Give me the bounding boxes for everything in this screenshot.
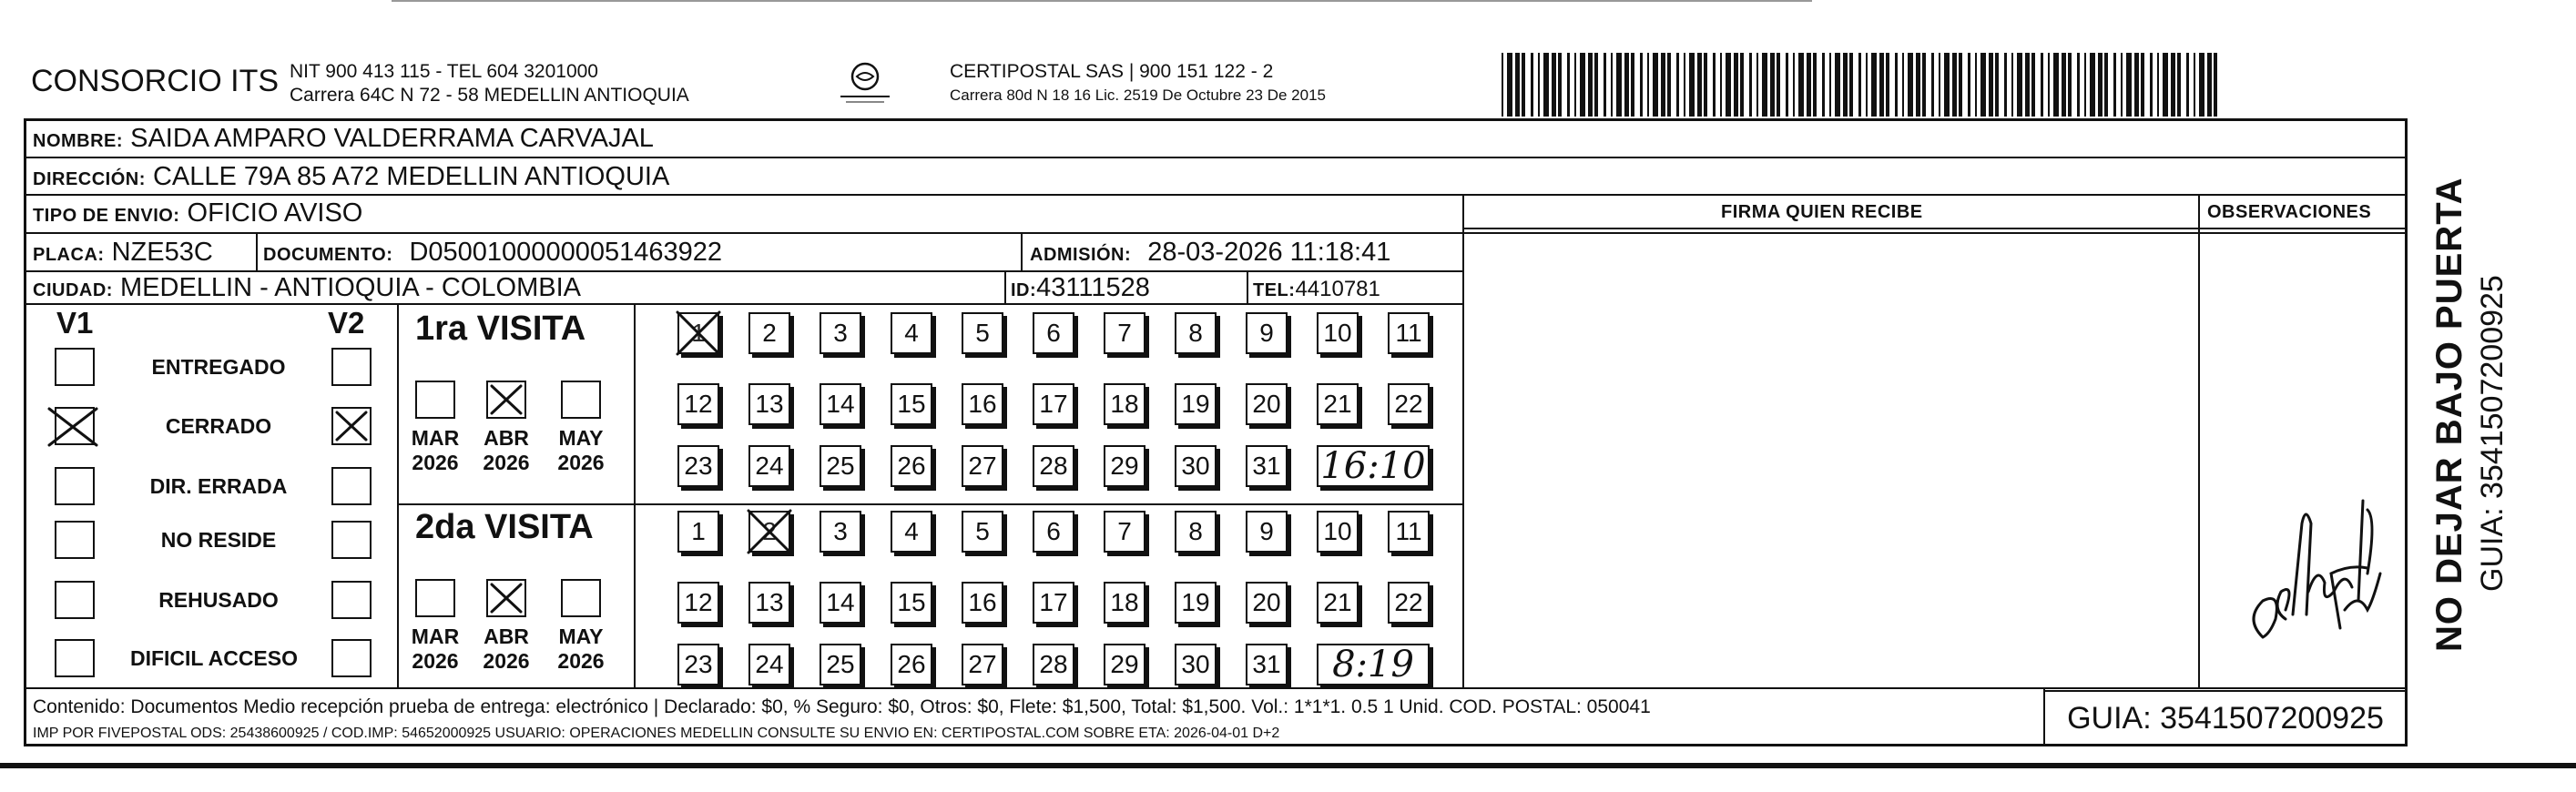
day-box[interactable]: 12: [677, 383, 719, 425]
month-year: 2026: [412, 649, 459, 673]
barcode-bar: [1713, 53, 1716, 117]
month-name: ABR: [484, 426, 529, 450]
month-checkbox[interactable]: [486, 579, 526, 617]
v2-header: V2: [328, 306, 365, 340]
barcode-bar: [1667, 53, 1671, 117]
v2-checkbox[interactable]: [331, 581, 372, 619]
day-box[interactable]: 1: [677, 511, 719, 553]
barcode-bar: [1720, 53, 1722, 117]
tipo-row: [33, 198, 362, 228]
rule: [2198, 194, 2200, 687]
month-name: MAR: [411, 624, 460, 648]
rule: [24, 232, 2408, 234]
month-name: MAY: [558, 426, 604, 450]
day-box[interactable]: 7: [1104, 511, 1145, 553]
barcode-bar: [2150, 53, 2153, 117]
direccion-row: [33, 162, 669, 192]
barcode-bar: [1822, 53, 1825, 117]
tel-row: [1253, 273, 1380, 303]
day-box[interactable]: 26: [891, 644, 932, 685]
barcode-bar: [1902, 53, 1904, 117]
day-box[interactable]: 30: [1175, 445, 1217, 487]
barcode-bar: [1653, 53, 1658, 117]
day-box[interactable]: 9: [1246, 312, 1288, 354]
barcode-bar: [1543, 53, 1549, 117]
barcode-bar: [1871, 53, 1877, 117]
day-box[interactable]: 17: [1033, 383, 1074, 425]
day-box[interactable]: 3: [820, 511, 861, 553]
barcode-bar: [1777, 53, 1780, 117]
barcode-bar: [2207, 53, 2212, 117]
status-label: NO RESIDE: [160, 528, 277, 552]
month-label: [406, 426, 464, 475]
month-checkbox[interactable]: [415, 579, 455, 617]
rule: [24, 157, 2408, 158]
day-box[interactable]: 19: [1175, 582, 1217, 624]
day-box[interactable]: 22: [1388, 383, 1430, 425]
barcode-bar: [1588, 53, 1593, 117]
barcode-bar: [2090, 53, 2095, 117]
month-label: [552, 426, 610, 475]
day-box[interactable]: 4: [891, 312, 932, 354]
day-box[interactable]: 23: [677, 445, 719, 487]
day-box[interactable]: 17: [1033, 582, 1074, 624]
barcode-bar: [1939, 53, 1940, 117]
footer-contents: Contenido: Documentos Medio recepción prueba de entrega: electrónico | Declarado: $0, % Seguro: $0, Otros: $0, Flete: $1,500, Total: $1,500. Vol.: 1*1*1. 0.5 1 Unid. COD. POSTAL: 050041: [33, 696, 1651, 717]
tipo-label: TIPO DE ENVIO:: [33, 206, 180, 226]
v2-checkbox[interactable]: [331, 348, 372, 386]
bottom-bar: [0, 763, 2576, 768]
barcode-bar: [2104, 53, 2108, 117]
month-label: [406, 624, 464, 674]
footer-guia: GUIA: 3541507200925: [2043, 690, 2408, 746]
barcode-bar: [2121, 53, 2123, 117]
rule: [1462, 194, 1464, 687]
month-year: 2026: [483, 649, 530, 673]
barcode-bar: [2011, 53, 2013, 117]
v2-checkbox[interactable]: [331, 521, 372, 559]
barcode-bar: [1989, 53, 1993, 117]
day-box[interactable]: 20: [1246, 383, 1288, 425]
barcode-bar: [1866, 53, 1868, 117]
day-box[interactable]: 22: [1388, 582, 1430, 624]
nombre-value: SAIDA AMPARO VALDERRAMA CARVAJAL: [130, 124, 654, 153]
rule: [397, 303, 399, 687]
day-box[interactable]: 7: [1104, 312, 1145, 354]
day-box[interactable]: 10: [1317, 511, 1359, 553]
visit-title: 1ra VISITA: [415, 310, 586, 348]
day-box[interactable]: 11: [1388, 511, 1430, 553]
day-box[interactable]: 6: [1033, 312, 1074, 354]
day-box[interactable]: 2: [748, 312, 790, 354]
barcode-bar: [1916, 53, 1920, 117]
day-box[interactable]: 21: [1317, 383, 1359, 425]
barcode-bar: [2053, 53, 2059, 117]
barcode-bar: [1616, 53, 1622, 117]
v2-checkbox[interactable]: [331, 407, 372, 445]
barcode-bar: [2017, 53, 2022, 117]
v2-checkbox[interactable]: [331, 639, 372, 677]
footer-print-info: IMP POR FIVEPOSTAL ODS: 25438600925 / COD.IMP: 54652000925 USUARIO: OPERACIONES MEDELLIN CONSULTE SU ENVIO EN: CERTIPOSTAL.COM SOBRE ETA: 2026-04-01 D+2: [33, 726, 1280, 741]
visit-time[interactable]: 8:19: [1317, 644, 1430, 685]
day-box[interactable]: 15: [891, 383, 932, 425]
barcode-bar: [1740, 53, 1744, 117]
barcode-bar: [1684, 53, 1685, 117]
barcode-bar: [1786, 53, 1788, 117]
barcode-bar: [2134, 53, 2139, 117]
barcode-bar: [1762, 53, 1767, 117]
day-box[interactable]: 25: [820, 445, 861, 487]
day-box[interactable]: 11: [1388, 312, 1430, 354]
month-label: [477, 624, 535, 674]
visit-title: 2da VISITA: [415, 508, 594, 546]
barcode-bar: [2199, 53, 2204, 117]
month-name: MAR: [411, 426, 460, 450]
barcode-bar: [2214, 53, 2217, 117]
rule: [256, 232, 258, 270]
barcode-bar: [1843, 53, 1848, 117]
barcode-bar: [1611, 53, 1613, 117]
barcode-bar: [2025, 53, 2030, 117]
side-warning: NO DEJAR BAJO PUERTA: [2429, 177, 2469, 652]
barcode-bar: [1835, 53, 1840, 117]
barcode-bar: [1507, 53, 1512, 117]
rule: [397, 503, 1463, 505]
barcode-bar: [1813, 53, 1817, 117]
day-box[interactable]: 4: [891, 511, 932, 553]
placa-label: PLACA:: [33, 245, 105, 265]
barcode-bar: [1886, 53, 1889, 117]
barcode-bar: [1580, 53, 1585, 117]
v1-checkbox[interactable]: [55, 581, 95, 619]
day-box[interactable]: 28: [1033, 644, 1074, 685]
status-label: ENTREGADO: [151, 355, 286, 379]
rule: [1004, 270, 1006, 303]
day-box[interactable]: 18: [1104, 582, 1145, 624]
rule: [24, 194, 2408, 196]
day-box[interactable]: 26: [891, 445, 932, 487]
barcode-bar: [1726, 53, 1731, 117]
barcode-bar: [1624, 53, 1629, 117]
month-year: 2026: [557, 451, 605, 474]
barcode-bar: [2031, 53, 2035, 117]
observaciones-header: OBSERVACIONES: [2207, 202, 2372, 222]
barcode-bar: [2177, 53, 2181, 117]
placa-value: NZE53C: [111, 238, 213, 267]
tel-label: TEL:: [1253, 280, 1296, 300]
barcode-bar: [2041, 53, 2043, 117]
barcode-bar: [2077, 53, 2080, 117]
day-box[interactable]: 8: [1175, 312, 1217, 354]
barcode-bar: [1647, 53, 1649, 117]
barcode-bar: [1676, 53, 1679, 117]
day-box[interactable]: 20: [1246, 582, 1288, 624]
ciudad-value: MEDELLIN - ANTIOQUIA - COLOMBIA: [120, 273, 581, 302]
day-box[interactable]: 23: [677, 644, 719, 685]
company-name: CONSORCIO ITS: [31, 64, 280, 98]
barcode-bar: [1522, 53, 1525, 117]
nombre-row: [33, 124, 654, 154]
placa-row: [33, 238, 213, 268]
day-box[interactable]: [748, 511, 790, 553]
barcode-bar: [1749, 53, 1752, 117]
barcode-bar: [1858, 53, 1861, 117]
courier-address: Carrera 80d N 18 16 Lic. 2519 De Octubre 23 De 2015: [950, 86, 1326, 104]
ciudad-label: CIUDAD:: [33, 280, 113, 300]
rule: [1021, 232, 1023, 270]
v1-checkbox[interactable]: [55, 521, 95, 559]
day-number: 2: [762, 517, 777, 545]
barcode-bar: [1944, 53, 1950, 117]
day-number: 1: [691, 319, 706, 347]
day-box[interactable]: 29: [1104, 644, 1145, 685]
barcode-bar: [1661, 53, 1665, 117]
barcode-bar: [1689, 53, 1695, 117]
barcode-bar: [2062, 53, 2066, 117]
status-label: REHUSADO: [158, 588, 279, 612]
barcode-bar: [1908, 53, 1913, 117]
barcode-bar: [2126, 53, 2132, 117]
day-box[interactable]: 12: [677, 582, 719, 624]
day-box[interactable]: 31: [1246, 445, 1288, 487]
barcode-bar: [1594, 53, 1598, 117]
barcode-bar: [1849, 53, 1853, 117]
documento-value: D05001000000051463922: [409, 238, 722, 267]
status-label: DIR. ERRADA: [149, 474, 288, 498]
barcode-bar: [1552, 53, 1556, 117]
month-checkbox[interactable]: [415, 381, 455, 419]
barcode-bar: [1756, 53, 1758, 117]
month-label: [477, 426, 535, 475]
documento-row: [263, 238, 722, 268]
visit-time[interactable]: 16:10: [1317, 445, 1430, 487]
barcode: [1498, 53, 2226, 117]
admision-value: 28-03-2026 11:18:41: [1147, 238, 1391, 267]
tel-value: 4410781: [1295, 277, 1380, 301]
barcode-bar: [1734, 53, 1738, 117]
barcode-bar: [2171, 53, 2175, 117]
direccion-value: CALLE 79A 85 A72 MEDELLIN ANTIOQUIA: [152, 162, 670, 191]
id-label: ID:: [1011, 280, 1037, 300]
day-box[interactable]: 24: [748, 445, 790, 487]
v1-header: V1: [56, 306, 94, 340]
month-year: 2026: [557, 649, 605, 673]
day-box[interactable]: 16: [962, 383, 1003, 425]
check-mark-icon: [490, 583, 523, 618]
barcode-bar: [2163, 53, 2168, 117]
id-value: 43111528: [1036, 273, 1150, 302]
day-box[interactable]: 29: [1104, 445, 1145, 487]
barcode-bar: [1502, 53, 1503, 117]
month-year: 2026: [483, 451, 530, 474]
month-name: ABR: [484, 624, 529, 648]
barcode-bar: [1975, 53, 1977, 117]
day-box[interactable]: 5: [962, 312, 1003, 354]
barcode-bar: [1640, 53, 1643, 117]
day-box[interactable]: 25: [820, 644, 861, 685]
barcode-bar: [1538, 53, 1540, 117]
barcode-bar: [1807, 53, 1811, 117]
barcode-bar: [1604, 53, 1606, 117]
day-box[interactable]: 13: [748, 582, 790, 624]
v1-checkbox[interactable]: [55, 407, 95, 445]
barcode-bar: [1829, 53, 1831, 117]
v1-checkbox[interactable]: [55, 639, 95, 677]
day-box[interactable]: 15: [891, 582, 932, 624]
company-details: [290, 60, 689, 107]
admision-label: ADMISIÓN:: [1030, 245, 1132, 265]
barcode-bar: [2186, 53, 2189, 117]
day-box[interactable]: 10: [1317, 312, 1359, 354]
direccion-label: DIRECCIÓN:: [33, 169, 146, 189]
barcode-bar: [1959, 53, 1962, 117]
day-box[interactable]: 16: [962, 582, 1003, 624]
barcode-bar: [1995, 53, 1999, 117]
check-mark-icon: [490, 384, 523, 420]
day-box[interactable]: 14: [820, 383, 861, 425]
barcode-bar: [1515, 53, 1520, 117]
month-checkbox[interactable]: [561, 579, 601, 617]
id-row: [1011, 273, 1150, 303]
day-box[interactable]: 31: [1246, 644, 1288, 685]
top-rule: [392, 0, 1812, 2]
month-label: [552, 624, 610, 674]
tipo-value: OFICIO AVISO: [187, 198, 363, 228]
day-box[interactable]: 18: [1104, 383, 1145, 425]
barcode-bar: [1704, 53, 1707, 117]
courier-name: CERTIPOSTAL SAS | 900 151 122 - 2: [950, 61, 1274, 82]
barcode-bar: [1980, 53, 1986, 117]
check-mark-icon: [335, 411, 368, 446]
v1-checkbox[interactable]: [55, 467, 95, 505]
day-box[interactable]: 28: [1033, 445, 1074, 487]
barcode-bar: [1922, 53, 1926, 117]
day-box[interactable]: 24: [748, 644, 790, 685]
barcode-bar: [2048, 53, 2050, 117]
barcode-bar: [1558, 53, 1562, 117]
barcode-bar: [1968, 53, 1970, 117]
day-box[interactable]: [677, 312, 719, 354]
barcode-bar: [1793, 53, 1795, 117]
day-box[interactable]: 3: [820, 312, 861, 354]
day-box[interactable]: 19: [1175, 383, 1217, 425]
barcode-bar: [1697, 53, 1702, 117]
barcode-bar: [1574, 53, 1576, 117]
day-box[interactable]: 30: [1175, 644, 1217, 685]
day-box[interactable]: 9: [1246, 511, 1288, 553]
v2-checkbox[interactable]: [331, 467, 372, 505]
barcode-bar: [2157, 53, 2159, 117]
day-box[interactable]: 27: [962, 445, 1003, 487]
barcode-bar: [1531, 53, 1533, 117]
rule: [1247, 270, 1248, 303]
barcode-bar: [1879, 53, 1884, 117]
firma-header: FIRMA QUIEN RECIBE: [1721, 202, 1923, 222]
rule: [24, 687, 2408, 689]
documento-label: DOCUMENTO:: [263, 245, 393, 265]
barcode-bar: [1770, 53, 1775, 117]
barcode-bar: [1931, 53, 1934, 117]
month-checkbox[interactable]: [561, 381, 601, 419]
barcode-bar: [2098, 53, 2103, 117]
status-label: DIFICIL ACCESO: [129, 646, 298, 670]
month-name: MAY: [558, 624, 604, 648]
barcode-bar: [2084, 53, 2086, 117]
month-checkbox[interactable]: [486, 381, 526, 419]
barcode-bar: [2004, 53, 2007, 117]
nombre-label: NOMBRE:: [33, 131, 124, 151]
day-box[interactable]: 8: [1175, 511, 1217, 553]
rule: [24, 303, 1463, 305]
day-box[interactable]: 5: [962, 511, 1003, 553]
check-mark-icon: [47, 407, 98, 452]
day-box[interactable]: 6: [1033, 511, 1074, 553]
barcode-bar: [2113, 53, 2116, 117]
barcode-bar: [1798, 53, 1804, 117]
day-box[interactable]: 14: [820, 582, 861, 624]
ciudad-row: [33, 273, 581, 303]
admision-row: [1030, 238, 1390, 268]
status-label: CERRADO: [165, 414, 272, 438]
courier-details: [950, 60, 1326, 107]
v1-checkbox[interactable]: [55, 348, 95, 386]
barcode-bar: [1895, 53, 1898, 117]
company-address: Carrera 64C N 72 - 58 MEDELLIN ANTIOQUIA: [290, 85, 689, 106]
company-nit: NIT 900 413 115 - TEL 604 3201000: [290, 61, 598, 82]
day-box[interactable]: 27: [962, 644, 1003, 685]
handwritten-signature: [2222, 382, 2395, 655]
barcode-bar: [1952, 53, 1957, 117]
certipostal-logo: [833, 60, 897, 107]
day-box[interactable]: 13: [748, 383, 790, 425]
barcode-bar: [2068, 53, 2072, 117]
rule: [634, 303, 636, 687]
barcode-bar: [2194, 53, 2195, 117]
barcode-bar: [1631, 53, 1634, 117]
barcode-bar: [1567, 53, 1570, 117]
side-guia: GUIA: 3541507200925: [2475, 275, 2510, 592]
month-year: 2026: [412, 451, 459, 474]
rule: [1462, 228, 2408, 229]
day-box[interactable]: 21: [1317, 582, 1359, 624]
barcode-bar: [2141, 53, 2144, 117]
